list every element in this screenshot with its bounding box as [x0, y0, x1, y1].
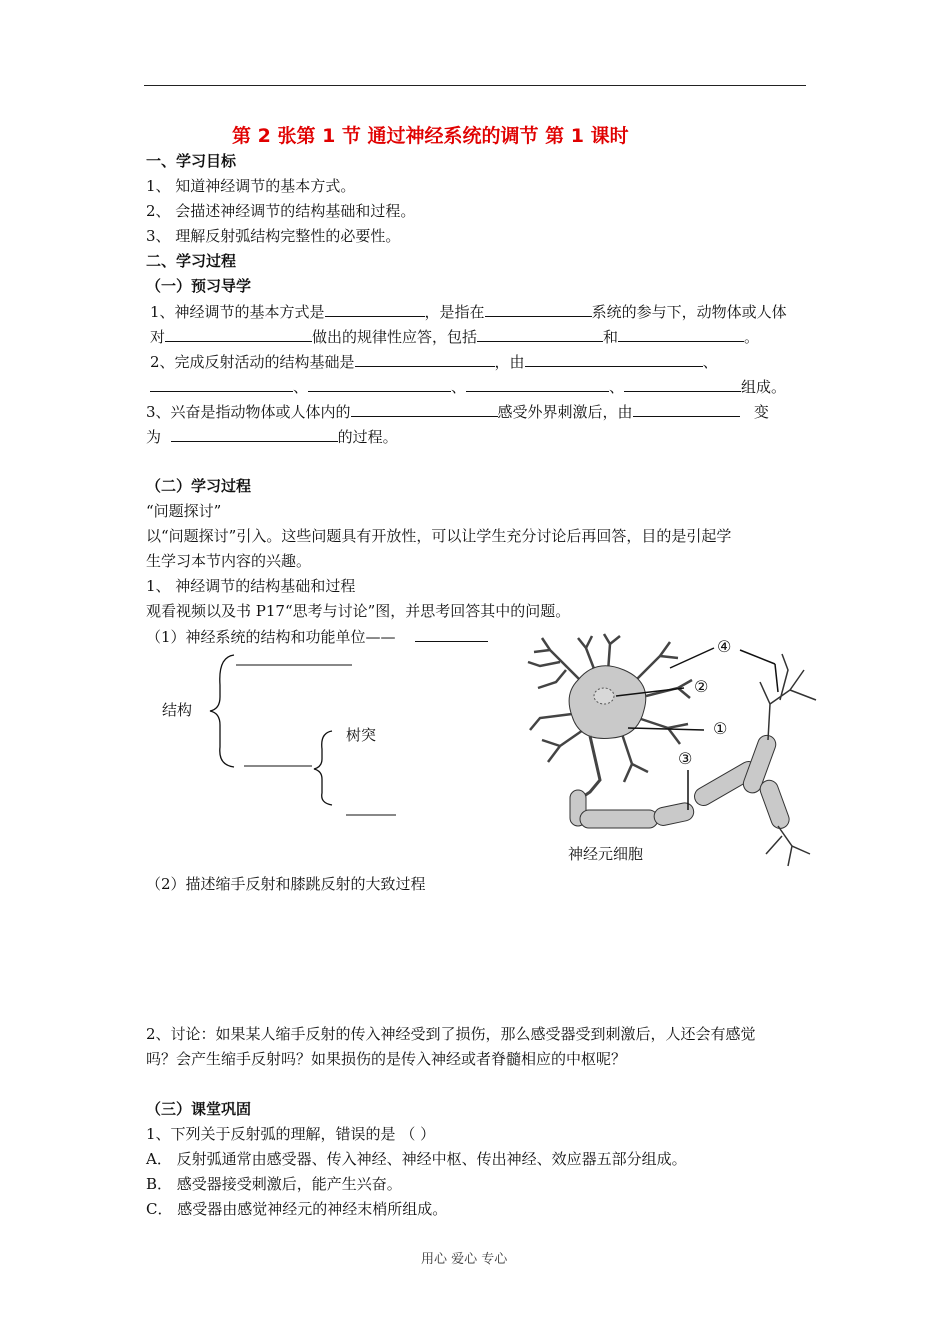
blank-field[interactable] — [351, 401, 498, 417]
blank-field[interactable] — [466, 376, 609, 392]
blank-field[interactable] — [525, 351, 703, 367]
dendrite-label: 树突 — [346, 726, 377, 744]
leader-line — [740, 650, 775, 664]
quiz-option-c[interactable]: C． 感受器由感觉神经元的神经末梢所组成。 — [146, 1200, 448, 1218]
intro-line: 生学习本节内容的兴趣。 — [146, 552, 312, 570]
subquestion-2: （2）描述缩手反射和膝跳反射的大致过程 — [146, 875, 426, 893]
marker-3: ③ — [678, 749, 693, 768]
topic-heading: 1、 神经调节的结构基础和过程 — [146, 577, 356, 595]
marker-4: ④ — [717, 637, 732, 656]
preview-question-2-line1: 2、完成反射活动的结构基础是 ，由 、 — [150, 353, 718, 371]
subquestion-1: （1）神经系统的结构和功能单位—— — [146, 626, 488, 647]
blank-field[interactable] — [150, 376, 293, 392]
header-rule — [144, 85, 806, 86]
objective-item: 1、 知道神经调节的基本方式。 — [146, 177, 356, 195]
discussion-line: 2、讨论：如果某人缩手反射的传入神经受到了损伤，那么感受器受到刺激后，人还会有感觉 — [146, 1025, 756, 1043]
blank-field[interactable] — [171, 426, 338, 442]
blank-field[interactable] — [325, 301, 425, 317]
blank-field[interactable] — [618, 326, 744, 342]
structure-label: 结构 — [162, 701, 193, 719]
myelin-sheath — [652, 801, 695, 827]
blank-field[interactable] — [485, 301, 592, 317]
blank-field[interactable] — [633, 401, 740, 417]
quiz-option-a[interactable]: A． 反射弧通常由感受器、传入神经、神经中枢、传出神经、效应器五部分组成。 — [146, 1150, 687, 1168]
watch-instruction: 观看视频以及书 P17“思考与讨论”图，并思考回答其中的问题。 — [146, 602, 571, 620]
problem-quote: “问题探讨” — [146, 502, 222, 520]
blank-field[interactable] — [308, 376, 451, 392]
marker-1: ① — [713, 719, 728, 738]
section2-heading: 二、学习过程 — [146, 252, 237, 270]
neuron-figure — [520, 630, 840, 870]
figure-caption: 神经元细胞 — [568, 845, 644, 863]
page-title: 第 2 张第 1 节 通过神经系统的调节 第 1 课时 — [232, 125, 629, 147]
objective-item: 3、 理解反射弧结构完整性的必要性。 — [146, 227, 401, 245]
leader-line — [775, 664, 778, 692]
sub-brace — [314, 731, 332, 805]
preview-question-1-line2: 对 做出的规律性应答，包括 和 。 — [150, 328, 760, 346]
leader-line — [628, 728, 704, 730]
blank-field[interactable] — [165, 326, 312, 342]
quiz-option-b[interactable]: B． 感受器接受刺激后，能产生兴奋。 — [146, 1175, 402, 1193]
main-brace — [210, 655, 234, 767]
preview-question-3-line1: 3、兴奋是指动物体或人体内的 感受外界刺激后，由 变 — [146, 403, 769, 421]
page-footer: 用心 爱心 专心 — [421, 1252, 508, 1267]
preview-question-2-line2: 、 、 、 组成。 — [150, 376, 786, 397]
quiz-question: 1、下列关于反射弧的理解，错误的是 （ ） — [146, 1125, 436, 1143]
nucleus — [594, 688, 614, 704]
preview-question-3-line2: 为 的过程。 — [146, 428, 398, 446]
blank-field[interactable] — [355, 351, 495, 367]
preview-question-1-line1: 1、神经调节的基本方式是 ，是指在 系统的参与下，动物体或人体 — [150, 303, 787, 321]
myelin-sheath — [758, 778, 792, 831]
intro-line: 以“问题探讨”引入。这些问题具有开放性，可以让学生充分讨论后再回答，目的是引起学 — [146, 527, 732, 545]
objective-item: 2、 会描述神经调节的结构基础和过程。 — [146, 202, 416, 220]
part1-heading: （一）预习导学 — [146, 277, 252, 295]
discussion-line: 吗？会产生缩手反射吗？如果损伤的是传入神经或者脊髓相应的中枢呢？ — [146, 1050, 627, 1068]
part3-heading: （三）课堂巩固 — [146, 1100, 252, 1118]
blank-field[interactable] — [624, 376, 741, 392]
blank-field[interactable] — [415, 626, 488, 642]
blank-field[interactable] — [477, 326, 603, 342]
marker-2: ② — [694, 677, 709, 696]
part2-heading: （二）学习过程 — [146, 477, 252, 495]
myelin-sheath — [580, 810, 658, 828]
section1-heading: 一、学习目标 — [146, 152, 237, 170]
